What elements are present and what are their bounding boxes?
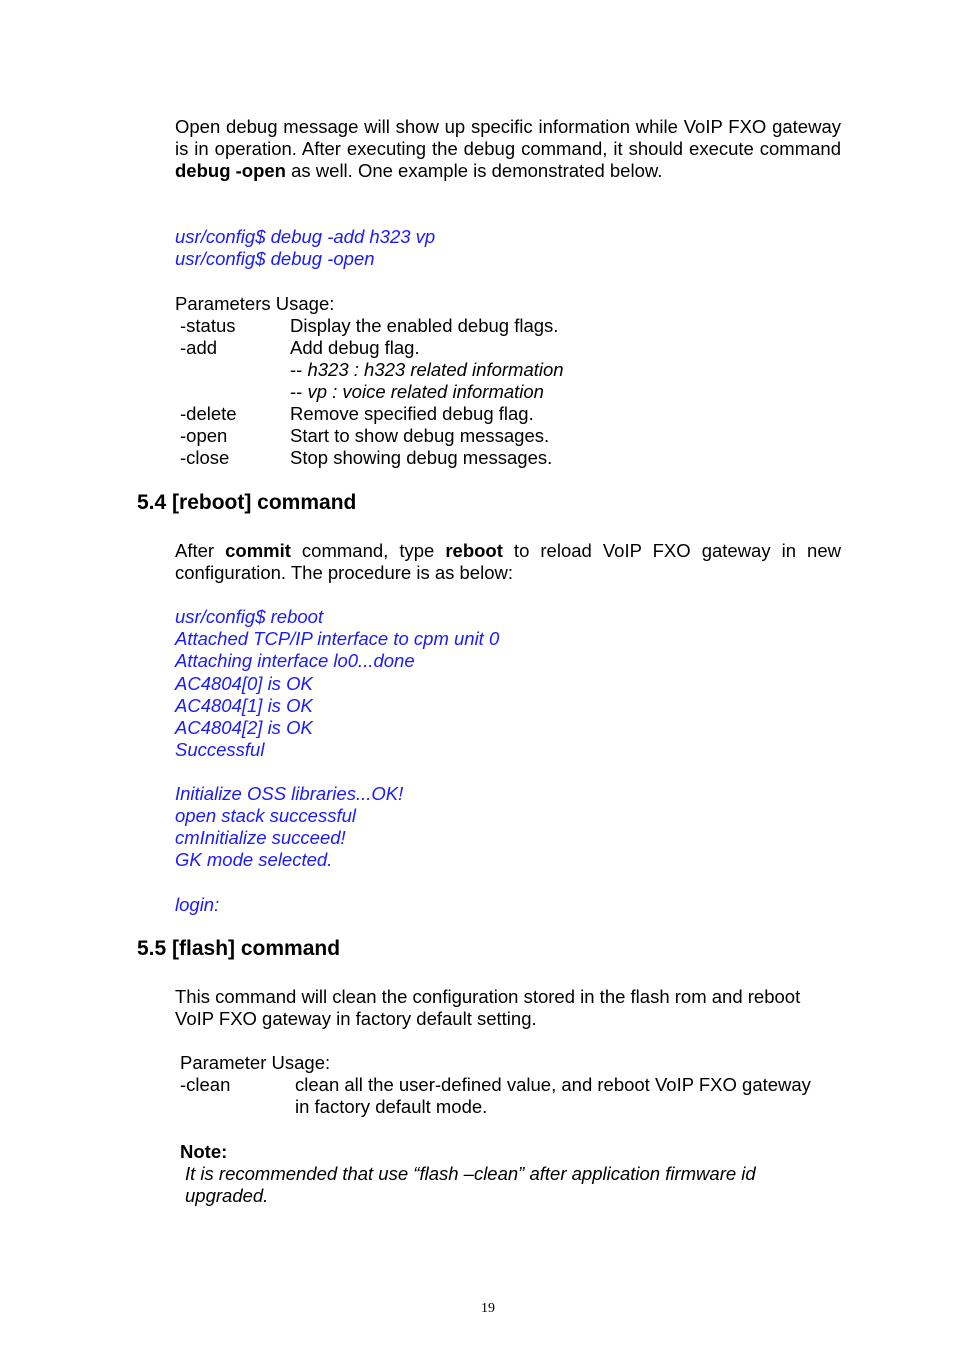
code-line: Attached TCP/IP interface to cpm unit 0 (175, 628, 500, 650)
code-line: cmInitialize succeed! (175, 827, 346, 848)
flash-paragraph: This command will clean the configuration stored in the flash rom and reboot VoIP FXO gateway in factory default setting. (175, 986, 801, 1029)
code-line: usr/config$ reboot (175, 606, 324, 627)
code-line: open stack successful (175, 805, 356, 826)
note-text: It is recommended that use “flash –clean” after application firmware id upgraded. (185, 1163, 756, 1206)
code-line: AC4804[2] is OK (175, 717, 313, 739)
debug-params-title: Parameters Usage: (175, 293, 335, 314)
debug-example-block (175, 226, 435, 270)
code-line: AC4804[0] is OK (175, 672, 313, 694)
flash-heading: 5.5 [flash] command (137, 937, 341, 960)
reboot-output-block-2 (175, 783, 403, 871)
flash-param-title: Parameter Usage: (180, 1052, 331, 1073)
reboot-output-login: login: (175, 894, 220, 915)
reboot-output-block-1 (175, 606, 499, 761)
code-line: GK mode selected. (175, 849, 333, 870)
debug-params-table: -status Display the enabled debug flags. -add Add debug flag. -- h323 : h323 related information -- vp : voice related information -delete Remove specified debug flag. -open Start to show debug messages. -close Stop showing debug messages. (180, 315, 564, 468)
reboot-heading: 5.4 [reboot] command (137, 491, 357, 514)
debug-open-command: debug -open (175, 160, 286, 181)
code-line: Attaching interface lo0...done (175, 650, 415, 672)
intro-paragraph: Open debug message will show up specific information while VoIP FXO gateway is in operation. After executing the debug command, it should execute command debug -open as well. One example is demonstrated below. (175, 116, 841, 181)
code-line: Initialize OSS libraries...OK! (175, 783, 404, 804)
code-line: Successful (175, 739, 265, 761)
flash-param-name: -clean (180, 1074, 231, 1095)
page-number: 19 (481, 1301, 495, 1316)
reboot-paragraph: After commit command, type reboot to reload VoIP FXO gateway in new configuration. The procedure is as below: (175, 540, 841, 583)
note-label: Note: (180, 1141, 228, 1162)
code-line: usr/config$ debug -open (175, 248, 375, 269)
code-line: AC4804[1] is OK (175, 694, 313, 716)
code-line: usr/config$ debug -add h323 vp (175, 226, 436, 247)
flash-param-desc: clean all the user-defined value, and reboot VoIP FXO gateway in factory default mode. (295, 1074, 811, 1117)
